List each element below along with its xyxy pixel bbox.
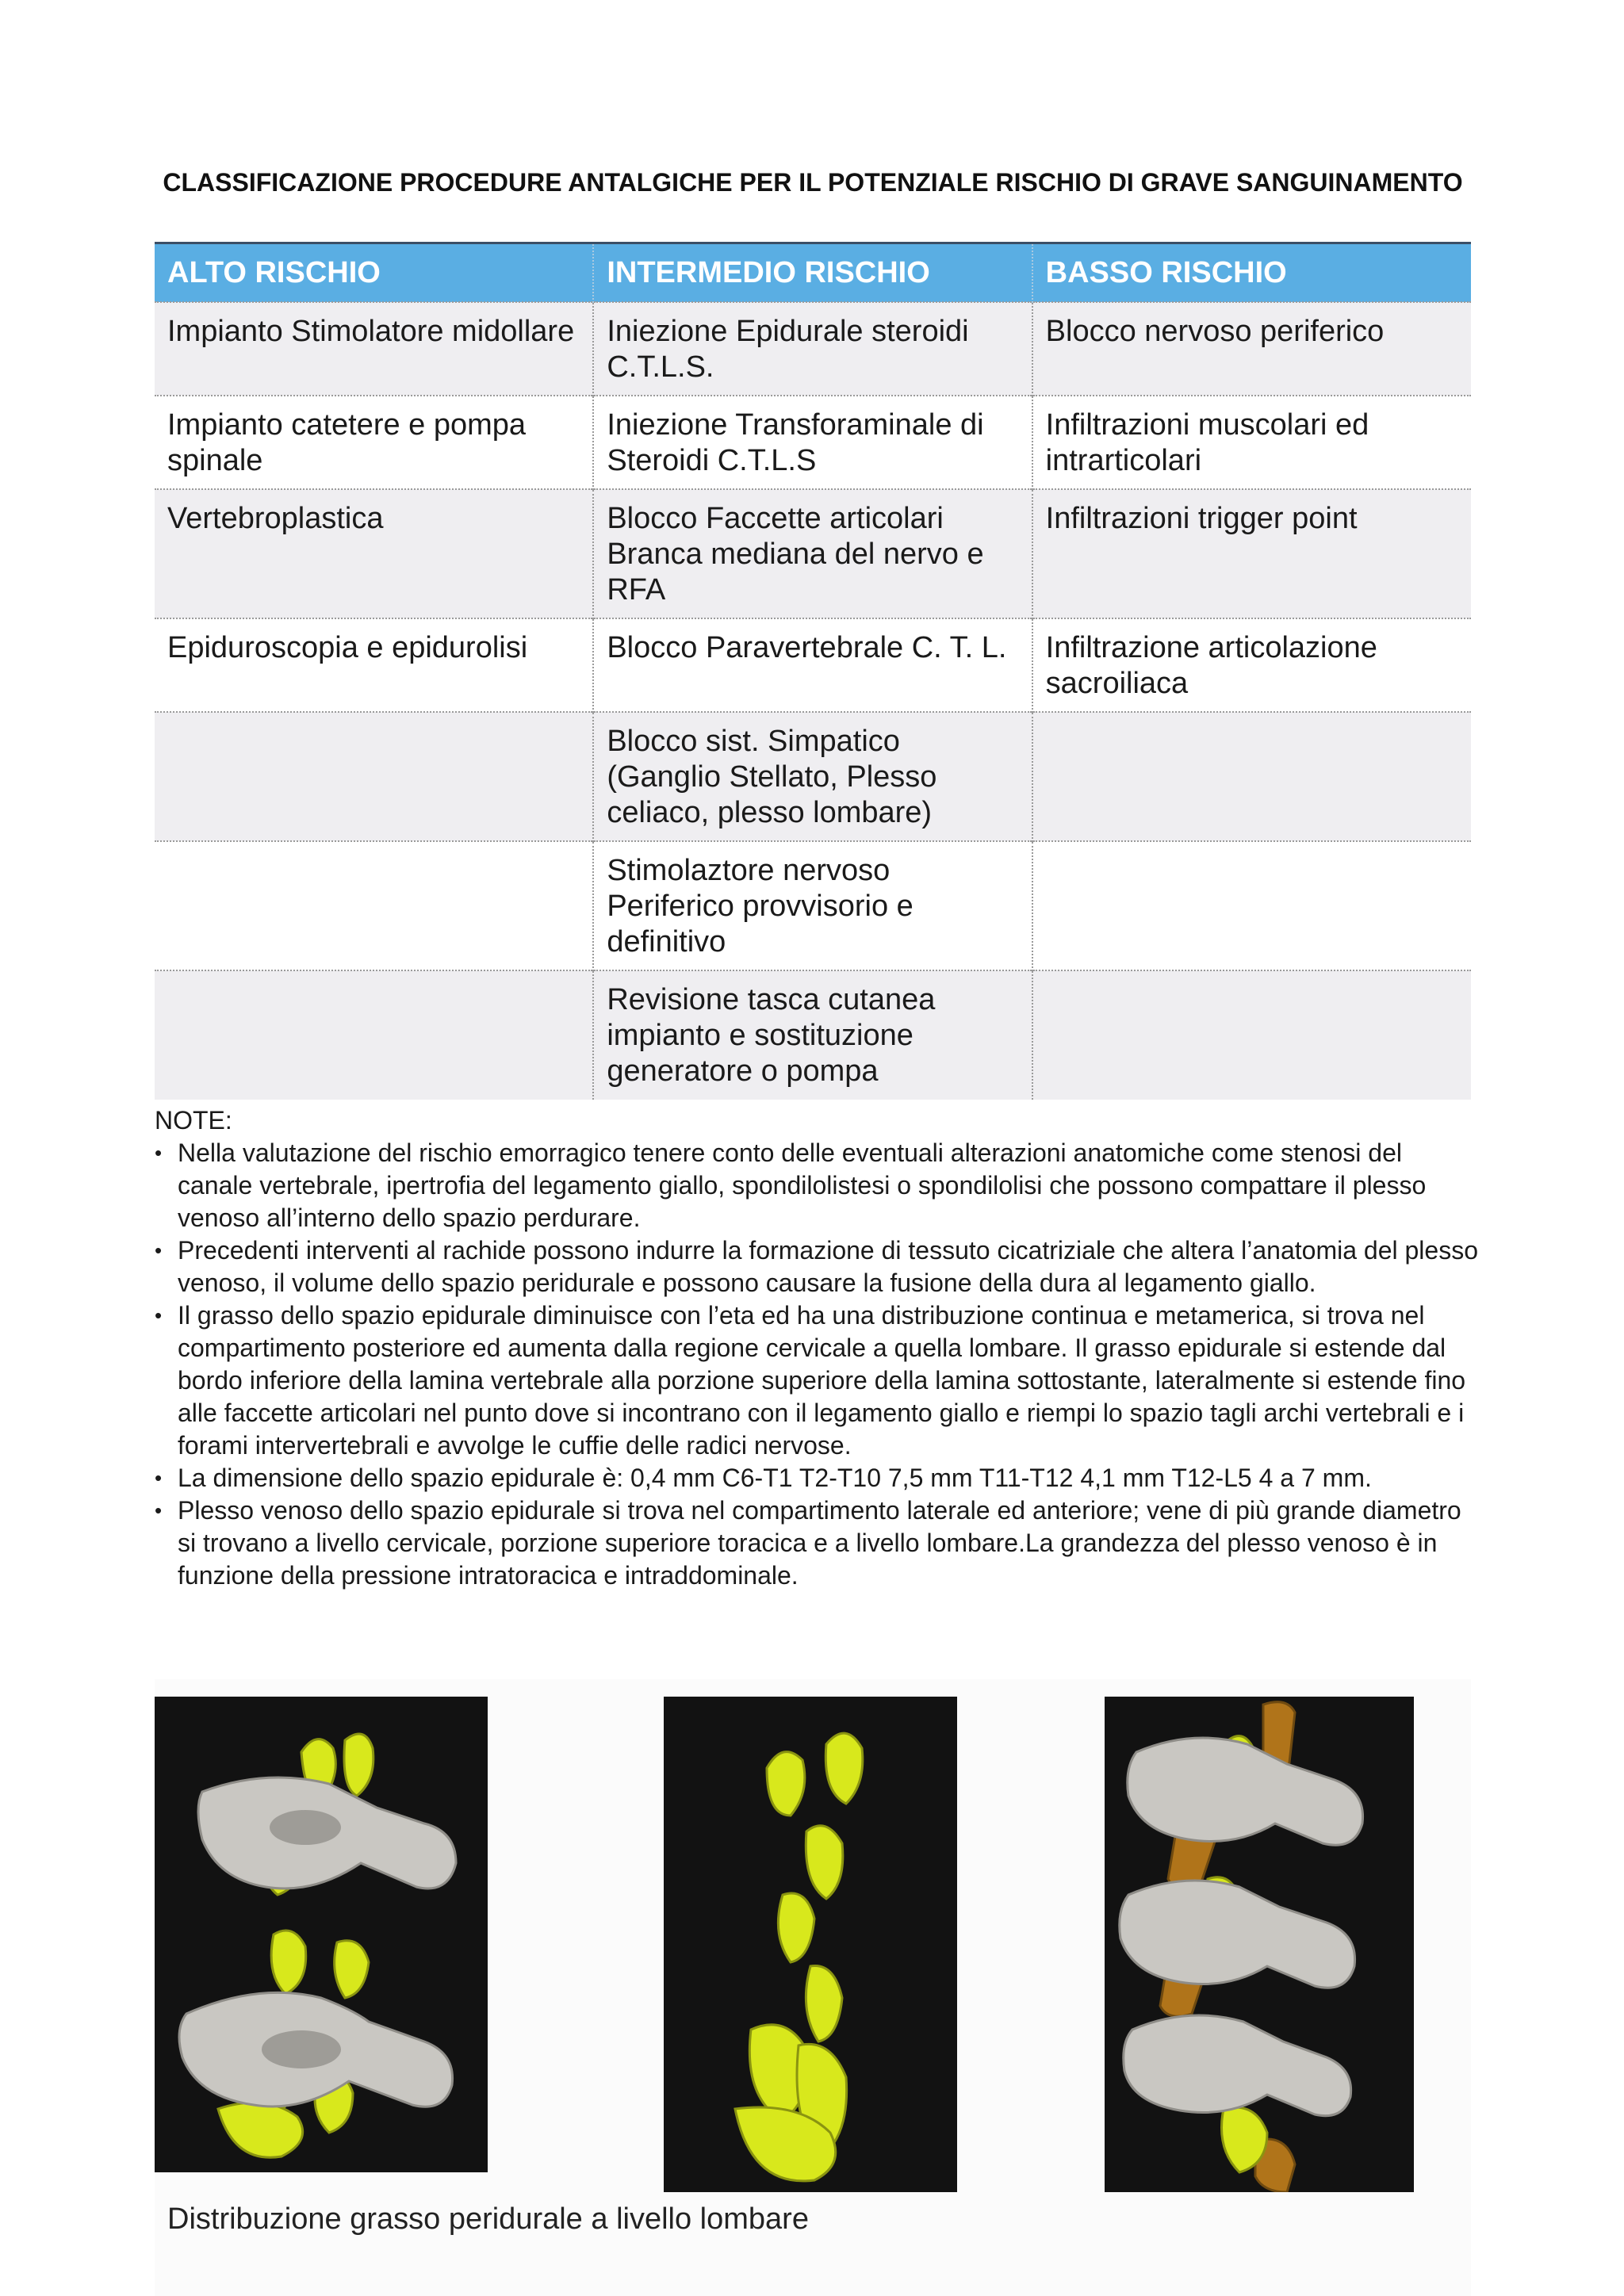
notes-section (155, 1104, 1479, 1592)
page-title: CLASSIFICAZIONE PROCEDURE ANTALGICHE PER IL POTENZIALE RISCHIO DI GRAVE SANGUINAMENTO (163, 168, 1463, 197)
note-text: Nella valutazione del rischio emorragico tenere conto delle eventuali alterazioni anatomiche come stenosi del canale vertebrale, ipertrofia del legamento giallo, spondilolistesi o spondilolisi che possono compattare il plesso venoso all’interno dello spazio perdurare. (178, 1138, 1427, 1232)
cell-low-risk: Infiltrazioni muscolari ed intrarticolari (1032, 396, 1471, 489)
cell-high-risk (155, 712, 593, 841)
spine-render-2 (664, 1697, 957, 2192)
cell-intermediate-risk: Iniezione Epidurale steroidi C.T.L.S. (593, 302, 1032, 396)
list-item (155, 1494, 1479, 1592)
spine-scan-bone-fat (155, 1697, 488, 2172)
figure-caption: Distribuzione grasso peridurale a livello lombare (167, 2202, 809, 2236)
bullet-icon: • (155, 1303, 163, 1327)
table-row (155, 841, 1471, 970)
table-row (155, 489, 1471, 618)
spine-render-1 (155, 1697, 488, 2172)
list-item (155, 1462, 1479, 1494)
cell-high-risk: Vertebroplastica (155, 489, 593, 618)
cell-high-risk: Impianto Stimolatore midollare (155, 302, 593, 396)
notes-list (155, 1137, 1479, 1592)
cell-low-risk (1032, 970, 1471, 1100)
figure-area (155, 1679, 1471, 2296)
cell-intermediate-risk: Blocco Paravertebrale C. T. L. (593, 618, 1032, 712)
cell-low-risk (1032, 712, 1471, 841)
note-text: Plesso venoso dello spazio epidurale si trova nel compartimento laterale ed anteriore; vene di più grande diametro si trovano a livello cervicale, porzione superiore toracica e a livello lombare.La grandezza del plesso venoso è in funzione della pressione intratoracica e intraddominale. (178, 1496, 1461, 1590)
list-item (155, 1299, 1479, 1462)
spine-scan-bone-fat-veins (1105, 1697, 1414, 2192)
table-row (155, 396, 1471, 489)
table-row (155, 302, 1471, 396)
cell-intermediate-risk: Revisione tasca cutanea impianto e sostituzione generatore o pompa (593, 970, 1032, 1100)
cell-low-risk: Infiltrazioni trigger point (1032, 489, 1471, 618)
table-row (155, 712, 1471, 841)
bullet-icon: • (155, 1498, 163, 1522)
note-text: Precedenti interventi al rachide possono indurre la formazione di tessuto cicatriziale che altera l’anatomia del plesso venoso, il volume dello spazio peridurale e possono causare la fusione della dura al legamento giallo. (178, 1236, 1478, 1297)
table-row (155, 618, 1471, 712)
spine-scan-fat-only (664, 1697, 957, 2192)
cell-intermediate-risk: Blocco sist. Simpatico (Ganglio Stellato, Plesso celiaco, plesso lombare) (593, 712, 1032, 841)
table-row (155, 970, 1471, 1100)
cell-intermediate-risk: Stimolaztore nervoso Periferico provvisorio e definitivo (593, 841, 1032, 970)
header-high-risk: ALTO RISCHIO (155, 243, 593, 303)
notes-label: NOTE: (155, 1106, 232, 1135)
table-header-row (155, 243, 1471, 303)
cell-high-risk: Epiduroscopia e epidurolisi (155, 618, 593, 712)
note-text: La dimensione dello spazio epidurale è: 0,4 mm C6-T1 T2-T10 7,5 mm T11-T12 4,1 mm T12-L5 4 a 7 mm. (178, 1464, 1372, 1492)
risk-classification-table (155, 242, 1471, 1100)
header-low-risk: BASSO RISCHIO (1032, 243, 1471, 303)
note-text: Il grasso dello spazio epidurale diminuisce con l’eta ed ha una distribuzione continua e metamerica, si trova nel compartimento posteriore ed aumenta dalla regione cervicale a quella lombare. Il grasso epidurale si estende dal bordo inferiore della lamina vertebrale alla porzione superiore della lamina sottostante, lateralmente si estende fino alle faccette articolari nel punto dove si incontrano con il legamento giallo e riempi lo spazio tagli archi vertebrali e i forami intervertebrali e avvolge le cuffie delle radici nervose. (178, 1301, 1466, 1460)
cell-high-risk (155, 970, 593, 1100)
spine-render-3 (1105, 1697, 1414, 2192)
cell-low-risk: Infiltrazione articolazione sacroiliaca (1032, 618, 1471, 712)
list-item (155, 1137, 1479, 1234)
cell-intermediate-risk: Iniezione Transforaminale di Steroidi C.T.L.S (593, 396, 1032, 489)
header-intermediate-risk: INTERMEDIO RISCHIO (593, 243, 1032, 303)
cell-low-risk (1032, 841, 1471, 970)
cell-low-risk: Blocco nervoso periferico (1032, 302, 1471, 396)
bullet-icon: • (155, 1141, 163, 1165)
bullet-icon: • (155, 1466, 163, 1490)
list-item (155, 1234, 1479, 1299)
cell-high-risk (155, 841, 593, 970)
cell-high-risk: Impianto catetere e pompa spinale (155, 396, 593, 489)
cell-intermediate-risk: Blocco Faccette articolari Branca mediana del nervo e RFA (593, 489, 1032, 618)
bullet-icon: • (155, 1238, 163, 1262)
